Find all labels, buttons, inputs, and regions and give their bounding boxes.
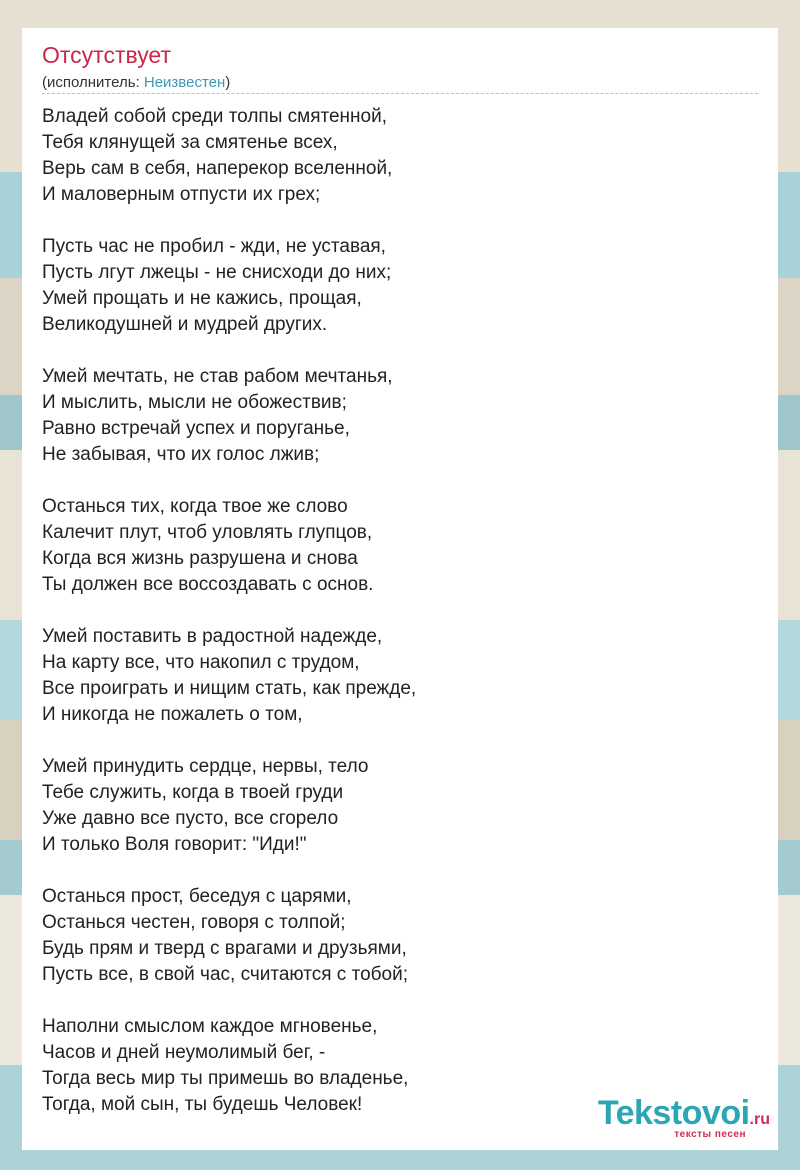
- logo-wordmark: Tekstovoi: [597, 1094, 750, 1132]
- lyric-line: Умей прощать и не кажись, прощая,: [42, 288, 362, 309]
- lyric-line: Великодушней и мудрей других.: [42, 314, 328, 335]
- stanza: [42, 364, 416, 468]
- lyric-line: Умей мечтать, не став рабом мечтанья,: [42, 366, 393, 387]
- performer-suffix: ): [225, 74, 231, 91]
- lyric-line: Владей собой среди толпы смятенной,: [42, 106, 387, 127]
- lyric-line: Умей поставить в радостной надежде,: [42, 626, 383, 647]
- lyric-line: Когда вся жизнь разрушена и снова: [42, 548, 358, 569]
- lyric-line: Будь прям и тверд с врагами и друзьями,: [42, 938, 407, 959]
- lyric-line: Тебя клянущей за смятенье всех,: [42, 132, 338, 153]
- lyric-line: Наполни смыслом каждое мгновенье,: [42, 1016, 378, 1037]
- stanza: [42, 104, 416, 208]
- lyric-line: Тогда, мой сын, ты будешь Человек!: [42, 1094, 363, 1115]
- lyric-line: И мыслить, мысли не обожествив;: [42, 392, 347, 413]
- song-title: Отсутствует: [42, 42, 171, 68]
- stanza: [42, 234, 416, 338]
- lyric-line: Тебе служить, когда в твоей груди: [42, 782, 344, 803]
- lyric-line: Тогда весь мир ты примешь во владенье,: [42, 1068, 409, 1089]
- lyric-line: Калечит плут, чтоб уловлять глупцов,: [42, 522, 373, 543]
- lyric-line: Умей принудить сердце, нервы, тело: [42, 756, 369, 777]
- lyric-line: Останься прост, беседуя с царями,: [42, 886, 352, 907]
- lyric-line: Все проиграть и нищим стать, как прежде,: [42, 678, 417, 699]
- lyric-line: Пусть час не пробил - жди, не уставая,: [42, 236, 386, 257]
- lyric-line: Ты должен все воссоздавать с основ.: [42, 574, 374, 595]
- performer-line: [42, 74, 230, 91]
- performer-prefix: (исполнитель:: [42, 74, 144, 91]
- logo-tagline: тексты песен: [674, 1129, 746, 1140]
- lyric-line: Верь сам в себя, наперекор вселенной,: [42, 158, 393, 179]
- stanza: [42, 494, 416, 598]
- lyric-line: Останься тих, когда твое же слово: [42, 496, 348, 517]
- lyric-line: Уже давно все пусто, все сгорело: [42, 808, 339, 829]
- lyrics-body: [42, 104, 416, 1144]
- lyric-line: Не забывая, что их голос лжив;: [42, 444, 320, 465]
- stanza: [42, 1014, 416, 1118]
- lyric-line: Равно встречай успех и поруганье,: [42, 418, 350, 439]
- lyrics-card: [22, 28, 778, 1150]
- performer-link[interactable]: Неизвестен: [143, 74, 226, 91]
- stanza: [42, 884, 416, 988]
- lyric-line: Пусть все, в свой час, считаются с тобой;: [42, 964, 408, 985]
- site-logo[interactable]: [598, 1094, 770, 1140]
- logo-tld: .ru: [749, 1111, 770, 1128]
- lyric-line: Пусть лгут лжецы - не снисходи до них;: [42, 262, 392, 283]
- lyric-line: И только Воля говорит: "Иди!": [42, 834, 307, 855]
- title-divider: [42, 93, 758, 94]
- lyric-line: На карту все, что накопил с трудом,: [42, 652, 360, 673]
- lyric-line: Останься честен, говоря с толпой;: [42, 912, 346, 933]
- lyric-line: И никогда не пожалеть о том,: [42, 704, 303, 725]
- lyric-line: Часов и дней неумолимый бег, -: [42, 1042, 326, 1063]
- lyric-line: И маловерным отпусти их грех;: [42, 184, 321, 205]
- stanza: [42, 624, 416, 728]
- stanza: [42, 754, 416, 858]
